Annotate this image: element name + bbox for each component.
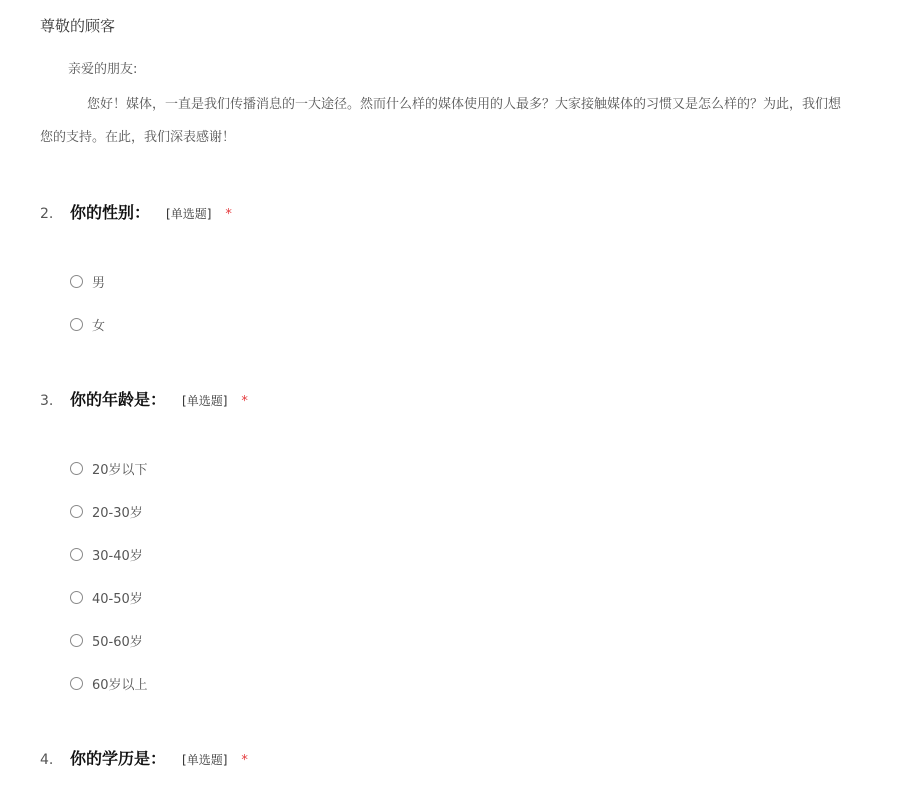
option-age-30-40[interactable] [70, 533, 148, 576]
option-age-20-30[interactable] [70, 490, 148, 533]
option-age-40-50[interactable] [70, 576, 148, 619]
option-label[interactable]: 20岁以下 [92, 463, 148, 478]
question-number: 2. [40, 206, 54, 222]
option-age-50-60[interactable] [70, 619, 148, 662]
intro-paragraph [40, 88, 900, 154]
question-title: 你的性别： [70, 203, 151, 222]
radio-button[interactable] [70, 505, 83, 518]
question-title: 你的学历是： [70, 749, 167, 768]
radio-button[interactable] [70, 548, 83, 561]
question-age [40, 387, 880, 693]
option-female[interactable] [70, 303, 105, 346]
radio-button[interactable] [70, 318, 83, 331]
question-header [40, 200, 880, 224]
radio-button[interactable] [70, 634, 83, 647]
option-label[interactable]: 30-40岁 [92, 549, 143, 564]
question-number: 4. [40, 752, 54, 768]
radio-button[interactable] [70, 462, 83, 475]
option-list [70, 260, 105, 346]
radio-button[interactable] [70, 677, 83, 690]
intro-line-1: 您好！媒体，一直是我们传播消息的一大途径。然而什么样的媒体使用的人最多？大家接触媒体的习惯又是怎么样的？为此，我们想 [87, 97, 842, 112]
question-number: 3. [40, 393, 54, 409]
question-gender [40, 200, 880, 334]
question-header [40, 746, 880, 770]
intro-line-2: 您的支持。在此，我们深表感谢！ [40, 130, 236, 145]
question-education [40, 746, 880, 770]
question-type-tag: [单选题] [182, 753, 228, 767]
option-label[interactable]: 20-30岁 [92, 506, 143, 521]
option-label[interactable]: 女 [92, 319, 106, 334]
radio-button[interactable] [70, 591, 83, 604]
option-list [70, 447, 148, 705]
question-type-tag: [单选题] [166, 207, 212, 221]
option-label[interactable]: 60岁以上 [92, 678, 148, 693]
question-header [40, 387, 880, 411]
greeting-title: 尊敬的顾客 [40, 17, 116, 35]
question-title: 你的年龄是： [70, 390, 167, 409]
option-label[interactable]: 50-60岁 [92, 635, 143, 650]
option-age-under-20[interactable] [70, 447, 148, 490]
salutation: 亲爱的朋友: [68, 62, 138, 77]
required-mark: * [241, 753, 248, 768]
radio-button[interactable] [70, 275, 83, 288]
option-male[interactable] [70, 260, 105, 303]
question-type-tag: [单选题] [182, 394, 228, 408]
option-age-over-60[interactable] [70, 662, 148, 705]
required-mark: * [225, 207, 232, 222]
option-label[interactable]: 40-50岁 [92, 592, 143, 607]
option-label[interactable]: 男 [92, 276, 106, 291]
required-mark: * [241, 394, 248, 409]
